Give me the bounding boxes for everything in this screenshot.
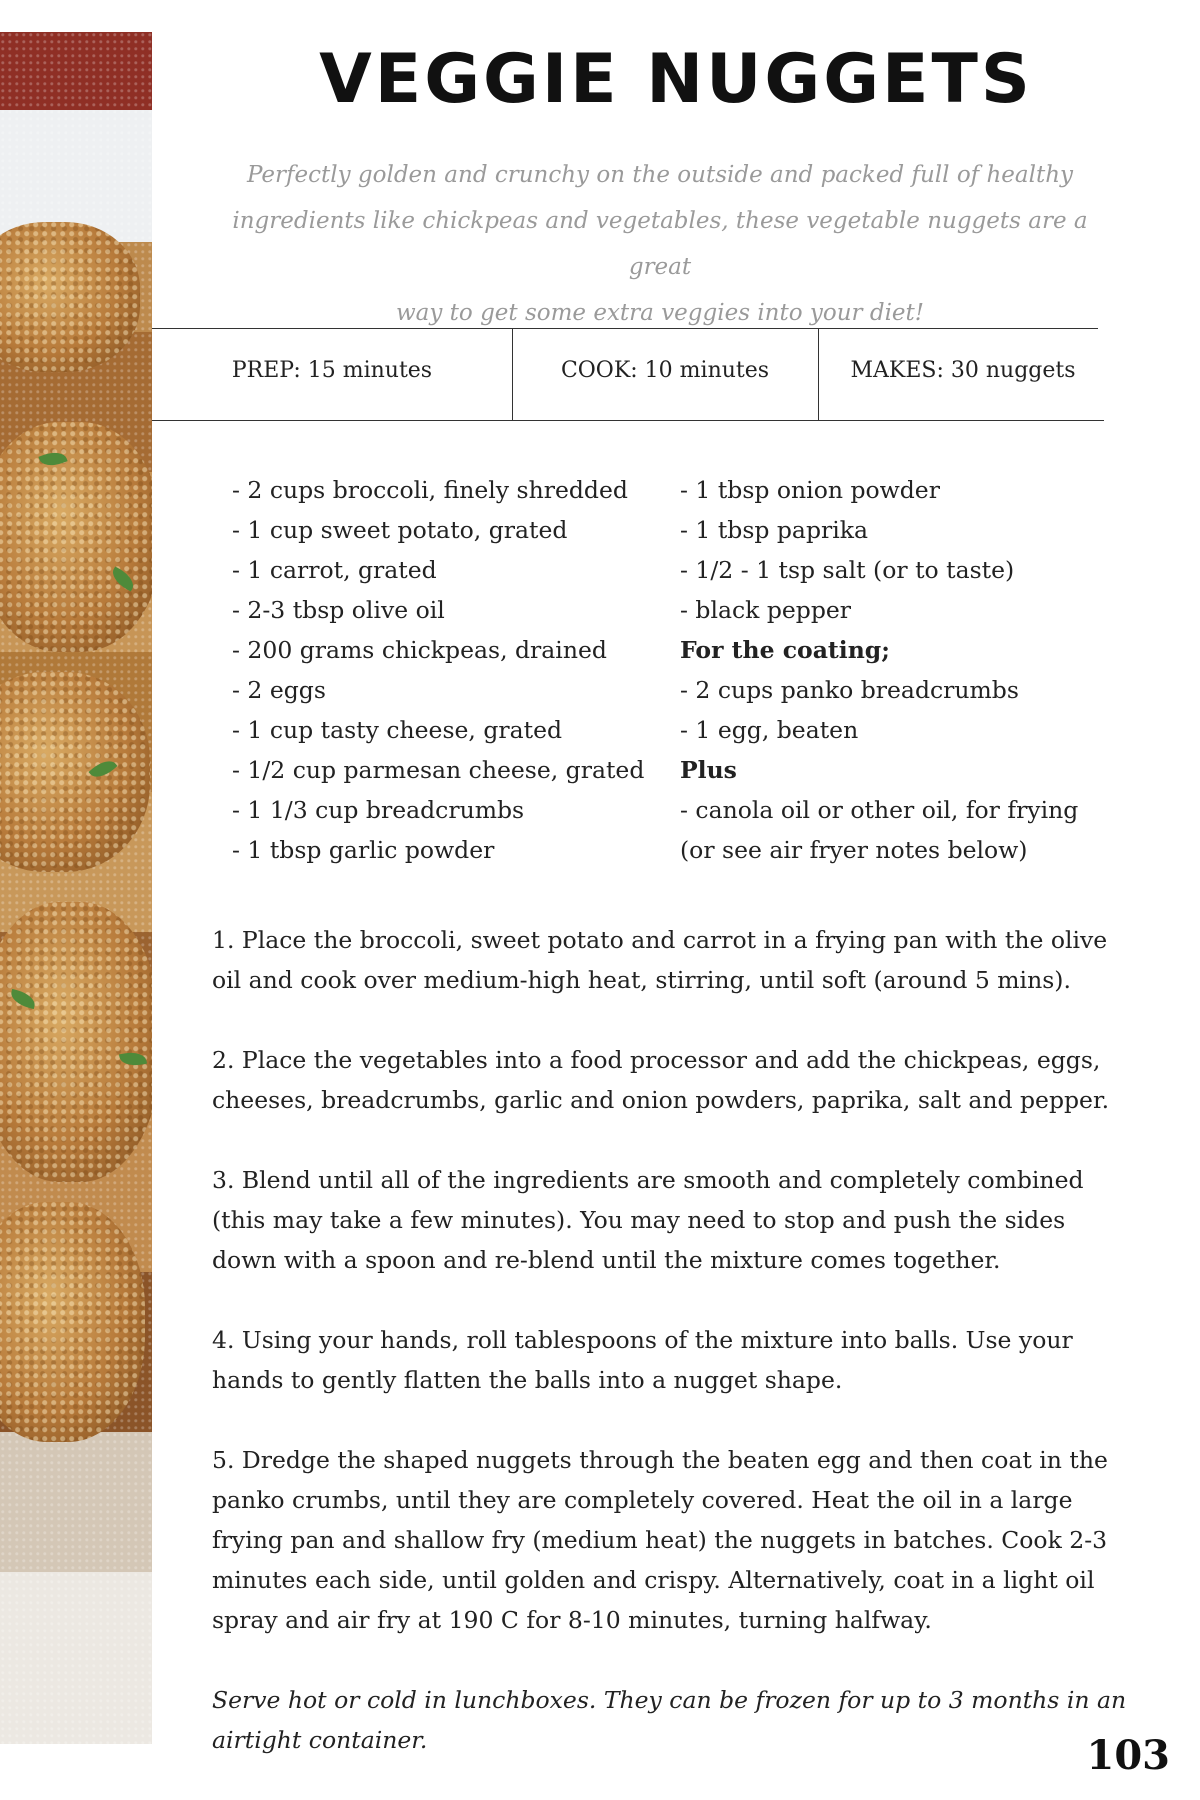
- page-number: 103: [1086, 1732, 1170, 1779]
- ingredient-item: - 1 1/3 cup breadcrumbs: [232, 796, 525, 824]
- method-step: 5. Dredge the shaped nuggets through the beaten egg and then coat in the panko crumbs, until they are completely covered. Heat the oil in a large frying pan and shallow fry (medium heat) the nuggets in batches. Cook 2-3 minutes each side, until golden and crispy. Alternatively, coat in a light oil spray and air fry at 190 C for 8-10 minutes, turning halfway.: [212, 1446, 1108, 1634]
- ingredient-item: - 1 egg, beaten: [680, 716, 859, 744]
- ingredient-item: - black pepper: [680, 596, 852, 624]
- ingredients-left: [232, 470, 644, 870]
- serving-note: Serve hot or cold in lunchboxes. They can be frozen for up to 3 months in an airtight container.: [212, 1686, 1127, 1754]
- meta-bottom-rule: [152, 420, 1104, 421]
- ingredient-item: - 2 cups panko breadcrumbs: [680, 676, 1019, 704]
- ingredient-item: - 1 tbsp onion powder: [680, 476, 940, 504]
- nuggets-photo: [0, 32, 152, 1744]
- method-step: 1. Place the broccoli, sweet potato and carrot in a frying pan with the olive oil and cook over medium-high heat, stirring, until soft (around 5 mins).: [212, 926, 1108, 994]
- recipe-intro: [220, 152, 1100, 336]
- ingredient-item: - 200 grams chickpeas, drained: [232, 636, 607, 664]
- ingredient-item: - 1 tbsp paprika: [680, 516, 868, 544]
- plus-heading: Plus: [680, 756, 737, 784]
- ingredient-item: (or see air fryer notes below): [680, 836, 1028, 864]
- ingredient-item: - 1/2 cup parmesan cheese, grated: [232, 756, 645, 784]
- ingredient-item: - 1 tbsp garlic powder: [232, 836, 495, 864]
- prep-time: PREP: 15 minutes: [231, 358, 433, 383]
- ingredients-right: [680, 470, 1078, 870]
- intro-line: Perfectly golden and crunchy on the outside and packed full of healthy: [246, 162, 1074, 188]
- method-step: 3. Blend until all of the ingredients are smooth and completely combined (this may take a few minutes). You may need to stop and push the sides down with a spoon and re-blend until the mixture comes together.: [212, 1166, 1084, 1274]
- ingredient-item: - 2 cups broccoli, finely shredded: [232, 476, 628, 504]
- method-step: 4. Using your hands, roll tablespoons of the mixture into balls. Use your hands to gently flatten the balls into a nugget shape.: [212, 1326, 1073, 1394]
- ingredient-item: - 1 cup tasty cheese, grated: [232, 716, 563, 744]
- recipe-title: VEGGIE NUGGETS: [319, 40, 1033, 119]
- method-steps: [212, 920, 1132, 1800]
- intro-line: ingredients like chickpeas and vegetables, these vegetable nuggets are a great: [232, 208, 1088, 280]
- ingredient-item: - 2-3 tbsp olive oil: [232, 596, 445, 624]
- ingredient-item: - 2 eggs: [232, 676, 326, 704]
- coating-heading: For the coating;: [680, 636, 890, 664]
- intro-line: way to get some extra veggies into your diet!: [395, 300, 925, 326]
- method-step: 2. Place the vegetables into a food processor and add the chickpeas, eggs, cheeses, breadcrumbs, garlic and onion powders, paprika, salt and pepper.: [212, 1046, 1110, 1114]
- cook-time: COOK: 10 minutes: [560, 358, 770, 383]
- ingredient-item: - canola oil or other oil, for frying: [680, 796, 1079, 824]
- meta-top-rule: [152, 328, 1098, 329]
- makes-count: MAKES: 30 nuggets: [850, 358, 1076, 383]
- ingredient-item: - 1/2 - 1 tsp salt (or to taste): [680, 556, 1015, 584]
- ingredient-item: - 1 carrot, grated: [232, 556, 437, 584]
- ingredient-item: - 1 cup sweet potato, grated: [232, 516, 568, 544]
